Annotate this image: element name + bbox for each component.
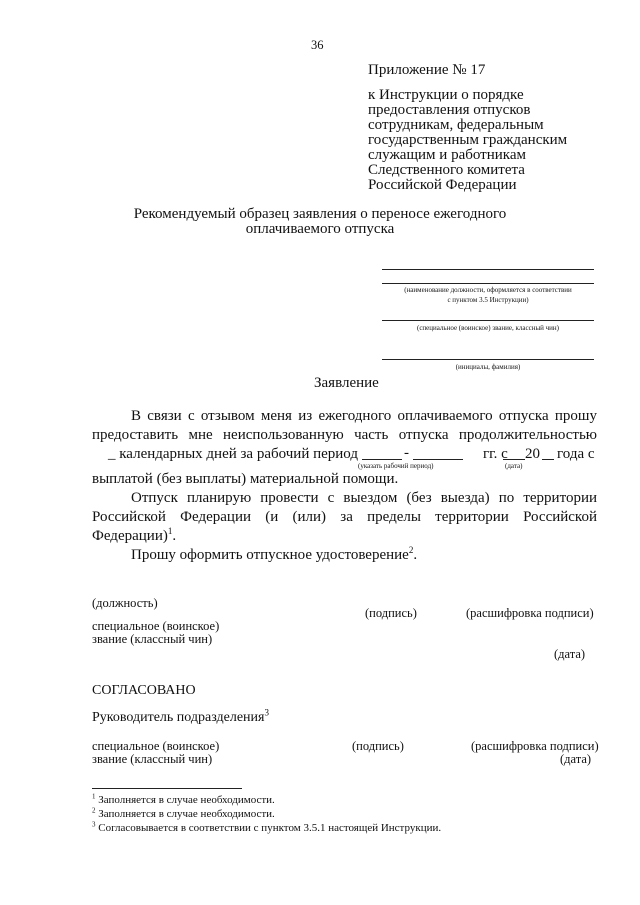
approval-title: СОГЛАСОВАНО (92, 683, 196, 698)
approval-rank-line-2: звание (классный чин) (92, 752, 213, 766)
statement-p2-line-1: Отпуск планирую провести с выездом (без выезда) по территории (131, 490, 597, 506)
approval-date-caption: (дата) (560, 752, 592, 766)
appendix-line-7: Российской Федерации (368, 177, 517, 193)
caption-working-period: (указать рабочий период) (358, 462, 434, 470)
addressee-caption-position-2: с пунктом 3.5 Инструкции) (447, 296, 529, 304)
appendix-title: Приложение № 17 (368, 62, 486, 78)
addressee-line-2 (382, 283, 594, 284)
footnote-2: $^2$ Заполняется в случае необходимости. (92, 806, 275, 820)
footnote-1: $^1$ Заполняется в случае необходимости. (92, 792, 275, 806)
appendix-line-6: Следственного комитета (368, 162, 525, 178)
statement-p1-line-3-start: _ календарных дней за рабочий период (108, 446, 359, 462)
footnote-ref-3: 3 (264, 707, 269, 718)
document-heading-line-2: оплачиваемого отпуска (245, 221, 395, 237)
period-to-blank (413, 459, 463, 460)
applicant-signature-caption: (подпись) (365, 606, 417, 620)
period-from-blank (362, 459, 402, 460)
applicant-position-caption: (должность) (92, 596, 158, 610)
appendix-line-1: к Инструкции о порядке (368, 87, 524, 103)
appendix-line-3: сотрудникам, федеральным (368, 117, 544, 133)
statement-p1-years-from: гг. с (483, 446, 508, 462)
addressee-line-4 (382, 359, 594, 360)
date-blank-2 (542, 459, 554, 460)
approval-decoding-caption: (расшифровка подписи) (471, 739, 599, 753)
applicant-rank-line-2: звание (классный чин) (92, 632, 213, 646)
footnote-3: $^3$ Согласовывается в соответствии с пунктом 3.5.1 настоящей Инструкции. (92, 820, 442, 834)
period-dash: - (404, 445, 409, 461)
statement-p2-line-2: Российской Федерации (и (или) за пределы территории Российской (92, 509, 597, 525)
caption-date: (дата) (505, 462, 523, 470)
applicant-rank-line-1: специальное (воинское) (92, 619, 220, 633)
page-number: 36 (311, 38, 324, 52)
footnote-separator (92, 788, 242, 789)
statement-title: Заявление (314, 375, 379, 391)
addressee-line-1 (382, 269, 594, 270)
addressee-caption-rank: (специальное (воинское) звание, классный чин) (416, 324, 560, 332)
appendix-line-2: предоставления отпусков (368, 102, 531, 118)
appendix-line-5: служащим и работникам (368, 147, 526, 163)
statement-p1-line-1: В связи с отзывом меня из ежегодного оплачиваемого отпуска прошу (131, 408, 597, 424)
addressee-line-3 (382, 320, 594, 321)
addressee-caption-position-1: (наименование должности, оформляется в соответствии (404, 286, 572, 294)
statement-p2-line-3: Федерации)$^1$. (92, 526, 177, 544)
applicant-date-caption: (дата) (554, 647, 586, 661)
footnote-ref-1: 1 (167, 526, 173, 536)
appendix-line-4: государственным гражданским (368, 132, 568, 148)
statement-p3: Прошу оформить отпускное удостоверение$^2$. (131, 545, 418, 563)
date-blank-1 (503, 459, 525, 460)
approval-signature-caption: (подпись) (352, 739, 404, 753)
footnote-ref-2: 2 (408, 545, 414, 555)
approval-head: Руководитель подразделения$^3$ (92, 707, 269, 725)
statement-p1-line-4: выплатой (без выплаты) материальной помощи. (92, 471, 399, 487)
addressee-caption-name: (инициалы, фамилия) (455, 363, 521, 371)
applicant-decoding-caption: (расшифровка подписи) (466, 606, 594, 620)
document-heading-line-1: Рекомендуемый образец заявления о переносе ежегодного (133, 206, 507, 222)
statement-p1-year-prefix: 20 (525, 446, 540, 462)
approval-rank-line-1: специальное (воинское) (92, 739, 220, 753)
statement-p1-line-2: предоставить мне неиспользованную часть отпуска продолжительностью (92, 427, 597, 443)
statement-p1-year-suffix: года с (557, 446, 595, 462)
